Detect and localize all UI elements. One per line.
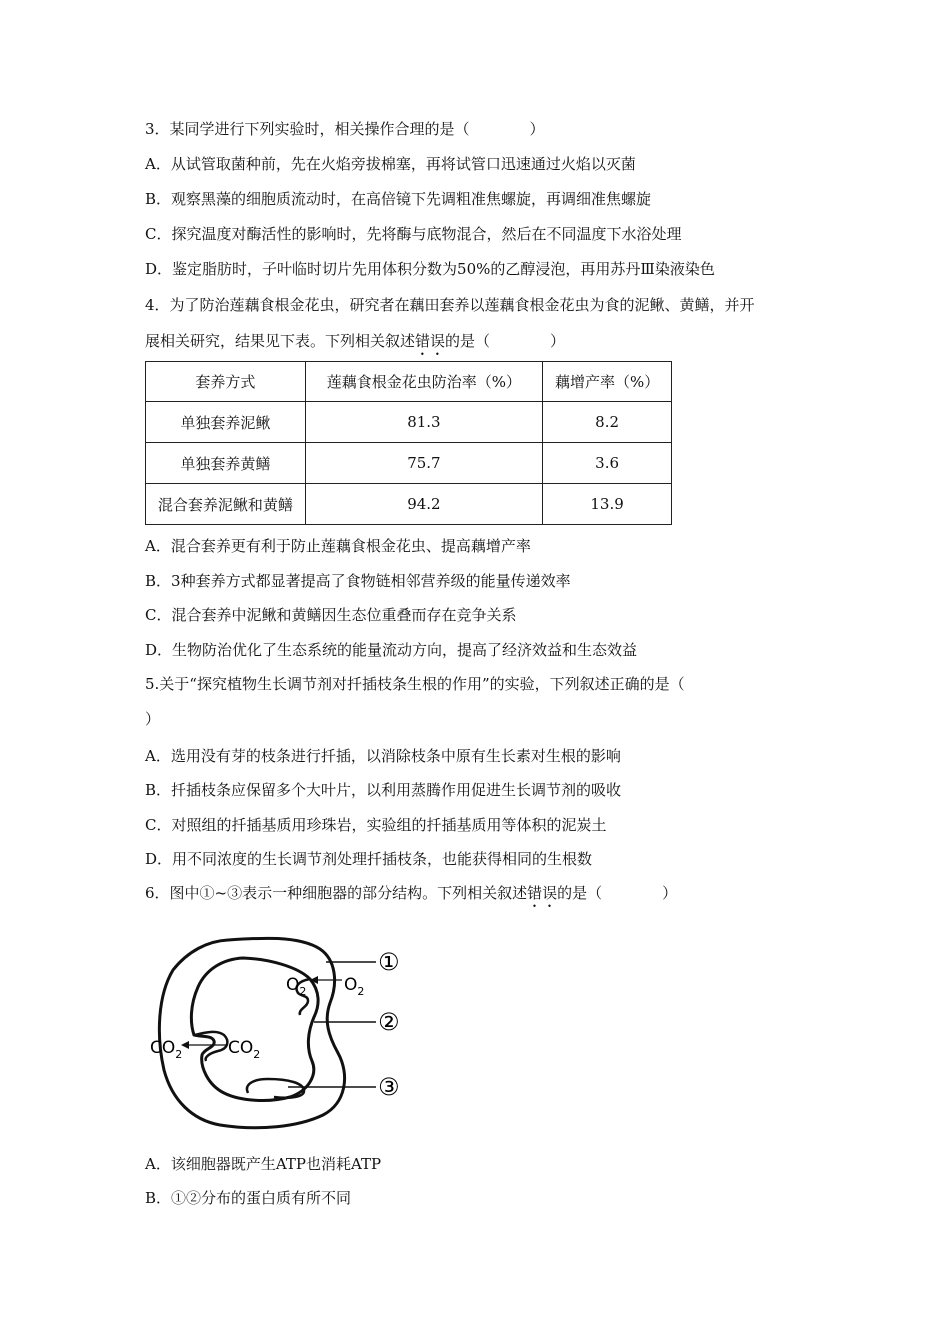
q4-stem-text: 展相关研究，结果见下表。下列相关叙述 xyxy=(145,332,416,350)
table-row xyxy=(146,484,672,525)
table-cell: 单独套养黄鳝 xyxy=(146,443,306,484)
q3-stem: 3．某同学进行下列实验时，相关操作合理的是（ ） xyxy=(145,120,545,138)
table-header-cell: 藕增产率（%） xyxy=(543,362,672,402)
label-3: ③ xyxy=(378,1073,400,1101)
q4-stem-tail: 的是（ ） xyxy=(445,332,566,350)
mitochondrion-diagram xyxy=(148,925,413,1150)
label-2: ② xyxy=(378,1008,400,1036)
o2-outer-label: $O_2$ xyxy=(344,975,365,998)
q5-stem-line2: ） xyxy=(145,710,161,728)
q4-stem-line1: 4．为了防治莲藕食根金花虫，研究者在藕田套养以莲藕食根金花虫为食的泥鳅、黄鳝，并开 xyxy=(145,296,755,314)
q3-option-c: C．探究温度对酶活性的影响时，先将酶与底物混合，然后在不同温度下水浴处理 xyxy=(145,225,682,243)
q6-option-b: B．①②分布的蛋白质有所不同 xyxy=(145,1189,352,1207)
q4-results-table xyxy=(145,361,672,525)
table-cell: 75.7 xyxy=(305,443,543,484)
q6-stem-emphasis: 错误 xyxy=(527,884,558,902)
q4-option-d: D．生物防治优化了生态系统的能量流动方向，提高了经济效益和生态效益 xyxy=(145,641,638,659)
q5-stem-line1: 5.关于“探究植物生长调节剂对扦插枝条生根的作用”的实验，下列叙述正确的是（ xyxy=(145,675,685,693)
q3-option-d: D．鉴定脂肪时，子叶临时切片先用体积分数为50%的乙醇浸泡，再用苏丹Ⅲ染液染色 xyxy=(145,260,715,278)
table-cell: 13.9 xyxy=(543,484,672,525)
co2-right-label: $CO_2$ xyxy=(228,1038,261,1061)
q4-stem-emphasis: 错误 xyxy=(415,332,446,350)
o2-inner-label: $O_2$ xyxy=(286,975,307,998)
table-row xyxy=(146,443,672,484)
table-cell: 混合套养泥鳅和黄鳝 xyxy=(146,484,306,525)
label-1: ① xyxy=(378,948,400,976)
table-cell: 81.3 xyxy=(305,402,543,443)
table-cell: 94.2 xyxy=(305,484,543,525)
table-cell: 3.6 xyxy=(543,443,672,484)
q6-option-a: A．该细胞器既产生ATP也消耗ATP xyxy=(145,1155,382,1173)
q5-option-b: B．扦插枝条应保留多个大叶片，以利用蒸腾作用促进生长调节剂的吸收 xyxy=(145,781,622,799)
q6-stem-tail: 的是（ ） xyxy=(557,884,678,902)
table-header-cell: 套养方式 xyxy=(146,362,306,402)
q6-stem-text: 6．图中①~③表示一种细胞器的部分结构。下列相关叙述 xyxy=(145,884,528,902)
q5-option-d: D．用不同浓度的生长调节剂处理扦插枝条，也能获得相同的生根数 xyxy=(145,850,593,868)
q3-option-a: A．从试管取菌种前，先在火焰旁拔棉塞，再将试管口迅速通过火焰以灭菌 xyxy=(145,155,636,173)
q6-stem xyxy=(145,882,677,911)
q4-option-c: C．混合套养中泥鳅和黄鳝因生态位重叠而存在竞争关系 xyxy=(145,606,517,624)
table-cell: 单独套养泥鳅 xyxy=(146,402,306,443)
table-row xyxy=(146,402,672,443)
co2-left-label: $CO_2$ xyxy=(150,1038,183,1061)
q4-stem-line2 xyxy=(145,330,565,359)
q5-option-a: A．选用没有芽的枝条进行扦插，以消除枝条中原有生长素对生根的影响 xyxy=(145,747,621,765)
table-header-row xyxy=(146,362,672,402)
table-header-cell: 莲藕食根金花虫防治率（%） xyxy=(305,362,543,402)
q4-option-b: B．3种套养方式都显著提高了食物链相邻营养级的能量传递效率 xyxy=(145,572,571,590)
q5-option-c: C．对照组的扦插基质用珍珠岩，实验组的扦插基质用等体积的泥炭土 xyxy=(145,816,607,834)
q4-option-a: A．混合套养更有利于防止莲藕食根金花虫、提高藕增产率 xyxy=(145,537,531,555)
table-cell: 8.2 xyxy=(543,402,672,443)
q3-option-b: B．观察黑藻的细胞质流动时，在高倍镜下先调粗准焦螺旋，再调细准焦螺旋 xyxy=(145,190,652,208)
